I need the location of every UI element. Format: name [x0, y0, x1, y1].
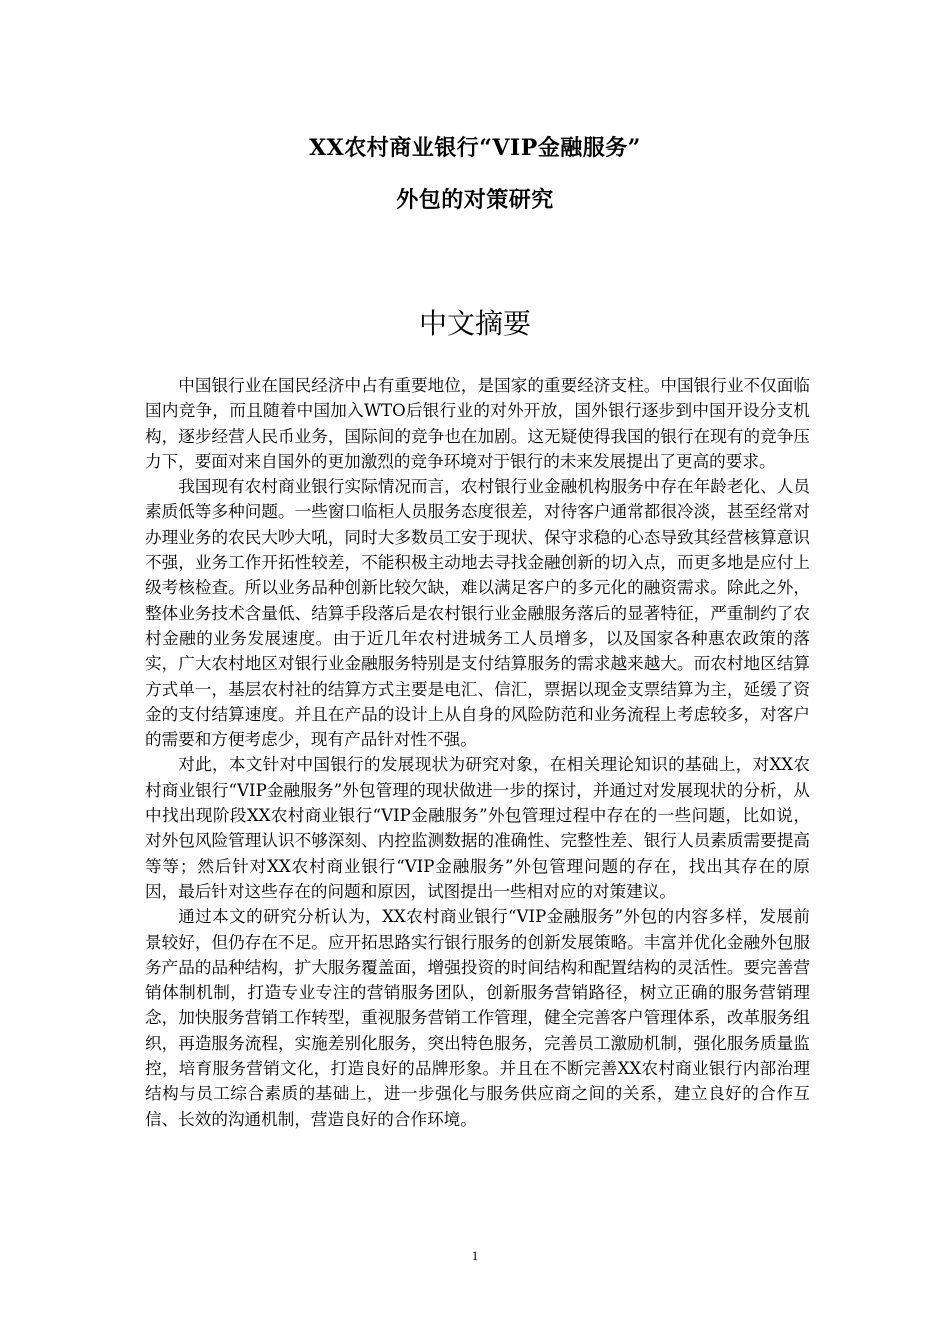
- abstract-paragraph-4: 通过本文的研究分析认为，XX农村商业银行“VIP金融服务”外包的内容多样，发展前景较好，但仍存在不足。应开拓思路实行银行服务的创新发展策略。丰富并优化金融外包服务产品的品种结构，扩大服务覆盖面，增强投资的时间结构和配置结构的灵活性。要完善营销体制机制，打造专业专注的营销服务团队，创新服务营销路径，树立正确的服务营销理念，加快服务营销工作转型，重视服务营销工作管理，健全完善客户管理体系，改革服务组织，再造服务流程，实施差别化服务，突出特色服务，完善员工激励机制，强化服务质量监控，培育服务营销文化，打造良好的品牌形象。并且在不断完善XX农村商业银行内部治理结构与员工综合素质的基础上，进一步强化与服务供应商之间的关系，建立良好的合作互信、长效的沟通机制，营造良好的合作环境。: [145, 907, 810, 1129]
- abstract-heading: 中文摘要: [418, 307, 531, 340]
- document-title-line-2: 外包的对策研究: [396, 187, 554, 213]
- abstract-body: [145, 373, 810, 1132]
- abstract-paragraph-2: 我国现有农村商业银行实际情况而言，农村银行业金融机构服务中存在年龄老化、人员素质低等多种问题。一些窗口临柜人员服务态度很差，对待客户通常都很冷淡，甚至经常对办理业务的农民大吵大吼，同时大多数员工安于现状、保守求稳的心态导致其经营核算意识不强，业务工作开拓性较差，不能积极主动地去寻找金融创新的切入点，而更多地是应付上级考核检查。所以业务品种创新比较欠缺，难以满足客户的多元化的融资需求。除此之外，整体业务技术含量低、结算手段落后是农村银行业金融服务落后的显著特征，严重制约了农村金融的业务发展速度。由于近几年农村进城务工人员增多，以及国家各种惠农政策的落实，广大农村地区对银行业金融服务特别是支付结算服务的需求越来越大。而农村地区结算方式单一，基层农村社的结算方式主要是电汇、信汇，票据以现金支票结算为主，延缓了资金的支付结算速度。并且在产品的设计上从自身的风险防范和业务流程上考虑较多，对客户的需要和方便考虑少，现有产品针对性不强。: [145, 477, 810, 750]
- page-number: 1: [471, 1248, 479, 1263]
- document-title-line-1: XX农村商业银行“VIP金融服务”: [309, 135, 641, 161]
- title-block: [0, 133, 950, 215]
- abstract-paragraph-3: 对此，本文针对中国银行的发展现状为研究对象，在相关理论知识的基础上，对XX农村商业银行“VIP金融服务”外包管理的现状做进一步的探讨，并通过对发展现状的分析，从中找出现阶段XX农村商业银行“VIP金融服务”外包管理过程中存在的一些问题，比如说，对外包风险管理认识不够深刻、内控监测数据的准确性、完整性差、银行人员素质需要提高等等；然后针对XX农村商业银行“VIP金融服务”外包管理问题的存在，找出其存在的原因，最后针对这些存在的问题和原因，试图提出一些相对应的对策建议。: [145, 755, 810, 901]
- abstract-paragraph-1: 中国银行业在国民经济中占有重要地位，是国家的重要经济支柱。中国银行业不仅面临国内竞争，而且随着中国加入WTO后银行业的对外开放，国外银行逐步到中国开设分支机构，逐步经营人民币业务，国际间的竞争也在加剧。这无疑使得我国的银行在现有的竞争压力下，要面对来自国外的更加激烈的竞争环境对于银行的未来发展提出了更高的要求。: [145, 376, 810, 471]
